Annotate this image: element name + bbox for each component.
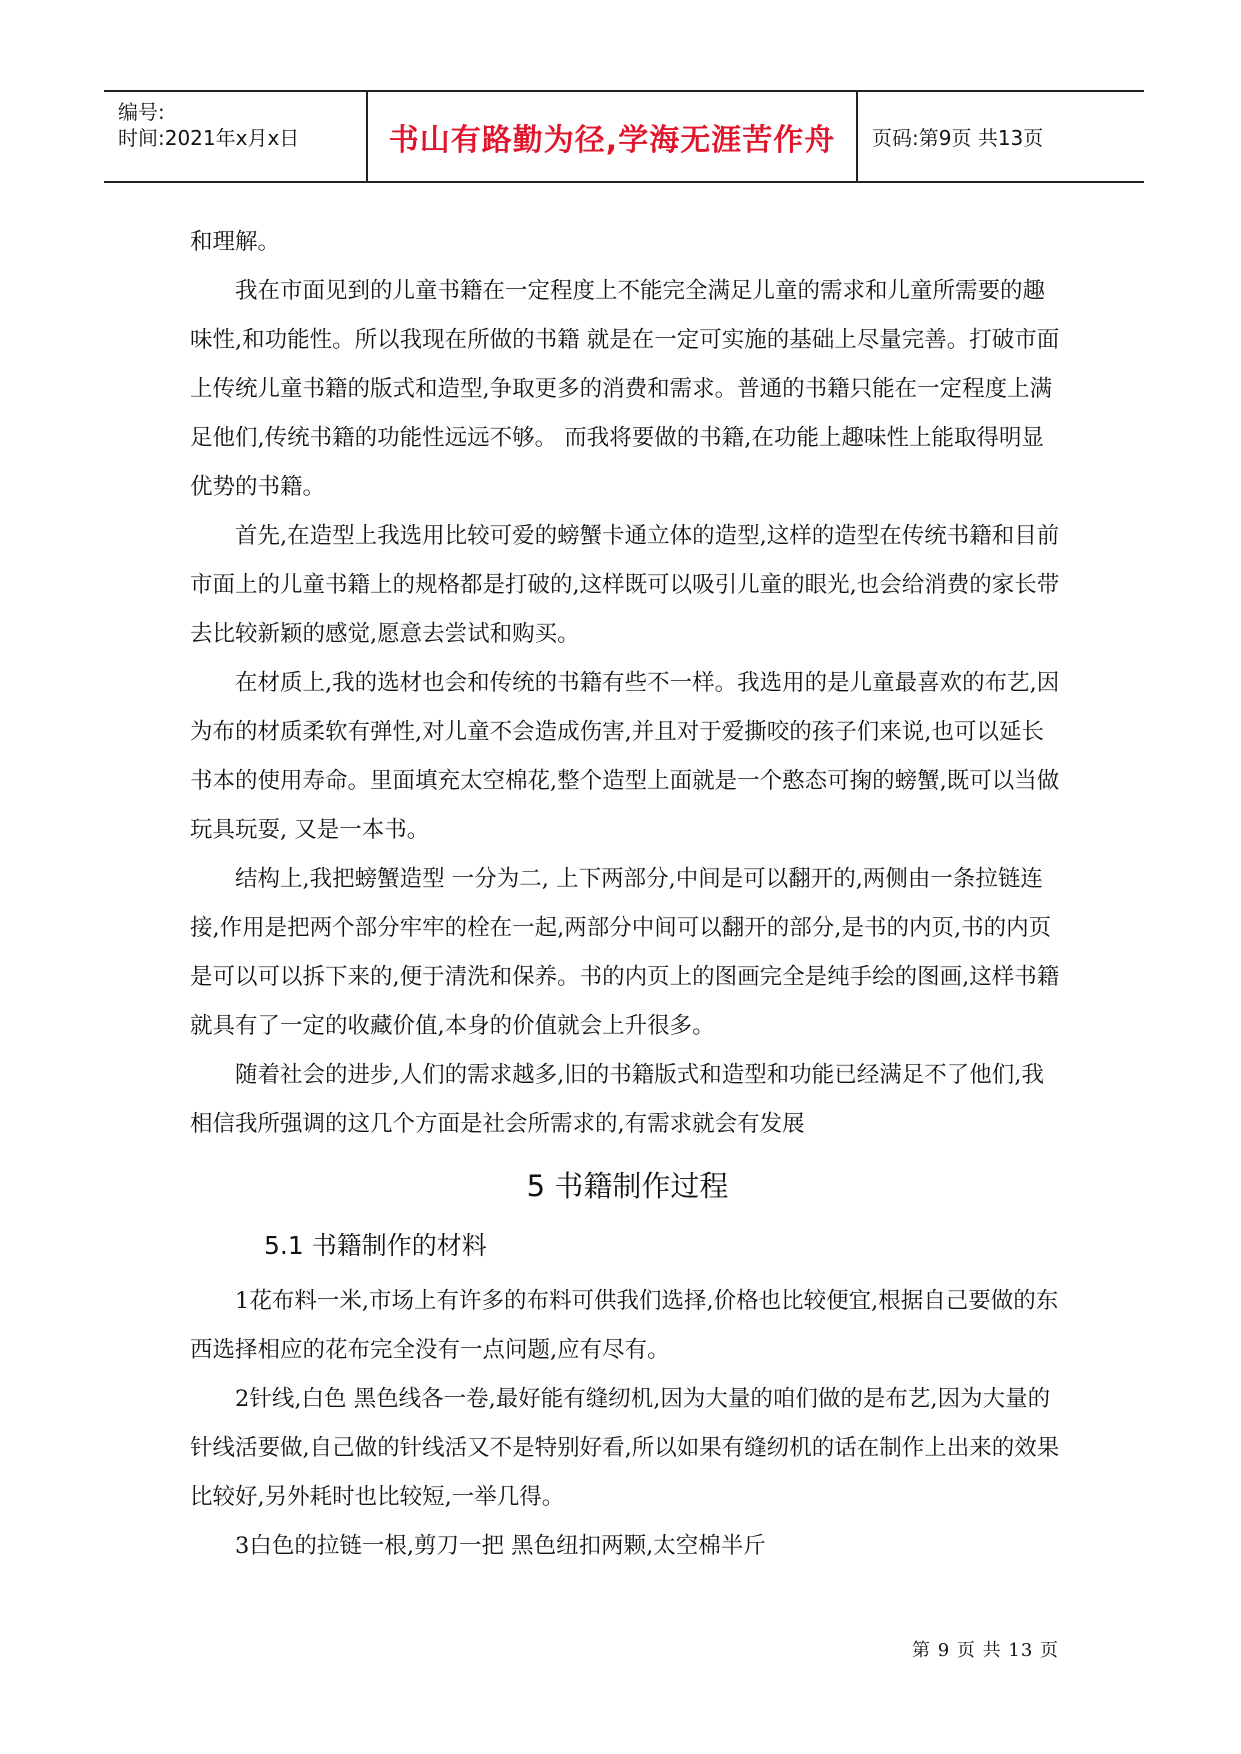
header-page-label: 页码:第9页 共13页 <box>872 126 1044 150</box>
document-body <box>190 218 1065 1571</box>
paragraph: 结构上,我把螃蟹造型 一分为二, 上下两部分,中间是可以翻开的,两侧由一条拉链连接,作用是把两个部分牢牢的栓在一起,两部分中间可以翻开的部分,是书的内页,书的内页是可以可以拆下来的,便于清洗和保养。书的内页上的图画完全是纯手绘的图画,这样书籍就具有了一定的收藏价值,本身的价值就会上升很多。 <box>190 866 1060 1039</box>
paragraph: 1花布料一米,市场上有许多的布料可供我们选择,价格也比较便宜,根据自己要做的东西选择相应的花布完全没有一点问题,应有尽有。 <box>190 1288 1059 1363</box>
header-info-cell <box>104 92 368 181</box>
paragraph: 我在市面见到的儿童书籍在一定程度上不能完全满足儿童的需求和儿童所需要的趣味性,和功能性。所以我现在所做的书籍 就是在一定可实施的基础上尽量完善。打破市面上传统儿童书籍的版式和造型,争取更多的消费和需求。普通的书籍只能在一定程度上满足他们,传统书籍的功能性远远不够。 而我将要做的书籍,在功能上趣味性上能取得明显优势的书籍。 <box>190 278 1060 500</box>
page-footer: 第 9 页 共 13 页 <box>912 1640 1059 1661</box>
paragraph: 随着社会的进步,人们的需求越多,旧的书籍版式和造型和功能已经满足不了他们,我相信我所强调的这几个方面是社会所需求的,有需求就会有发展 <box>190 1062 1044 1137</box>
paragraph: 2针线,白色 黑色线各一卷,最好能有缝纫机,因为大量的咱们做的是布艺,因为大量的针线活要做,自己做的针线活又不是特别好看,所以如果有缝纫机的话在制作上出来的效果比较好,另外耗时也比较短,一举几得。 <box>190 1386 1060 1510</box>
header-motto: 书山有路勤为径,学海无涯苦作舟 <box>388 122 836 158</box>
document-time-label: 时间:2021年x月x日 <box>118 126 300 150</box>
subsection-heading: 5.1 书籍制作的材料 <box>264 1231 487 1260</box>
paragraph: 在材质上,我的选材也会和传统的书籍有些不一样。我选用的是儿童最喜欢的布艺,因为布的材质柔软有弹性,对儿童不会造成伤害,并且对于爱撕咬的孩子们来说,也可以延长书本的使用寿命。里面填充太空棉花,整个造型上面就是一个憨态可掬的螃蟹,既可以当做玩具玩耍, 又是一本书。 <box>190 670 1060 843</box>
document-number-label: 编号: <box>118 100 165 124</box>
header-motto-cell <box>368 92 858 181</box>
section-heading: 5 书籍制作过程 <box>526 1169 729 1203</box>
paragraph: 3白色的拉链一根,剪刀一把 黑色纽扣两颗,太空棉半斤 <box>235 1533 766 1559</box>
header-page-cell <box>858 92 1144 181</box>
paragraph: 和理解。 <box>190 229 281 255</box>
paragraph: 首先,在造型上我选用比较可爱的螃蟹卡通立体的造型,这样的造型在传统书籍和目前市面上的儿童书籍上的规格都是打破的,这样既可以吸引儿童的眼光,也会给消费的家长带去比较新颖的感觉,愿意去尝试和购买。 <box>190 523 1060 647</box>
header-table <box>104 90 1144 183</box>
